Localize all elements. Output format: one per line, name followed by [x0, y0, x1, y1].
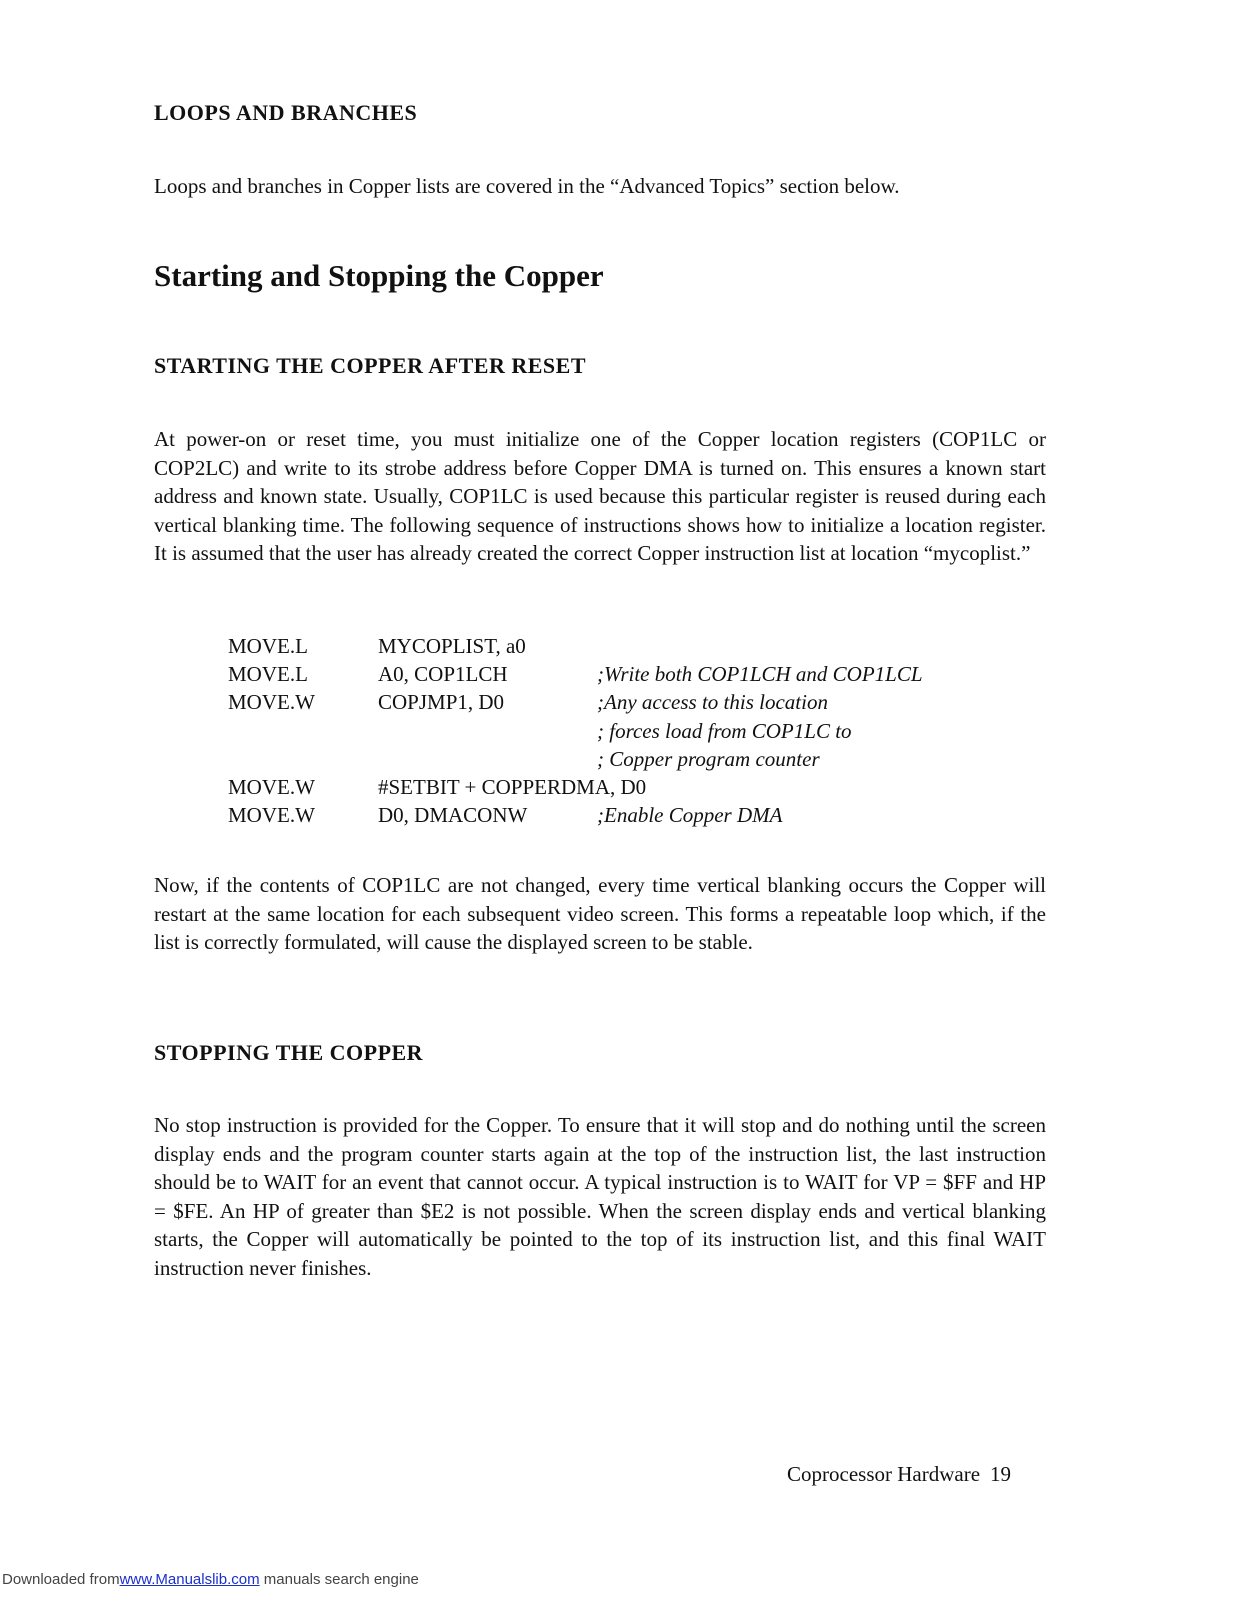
section-title: Starting and Stopping the Copper: [154, 258, 604, 293]
page-footer: [787, 1462, 1011, 1487]
page-number: 19: [990, 1462, 1012, 1486]
code-comment: ;Write both COP1LCH and COP1LCL: [597, 662, 923, 687]
stopping-heading: STOPPING THE COPPER: [154, 1040, 424, 1065]
loops-paragraph: Loops and branches in Copper lists are covered in the “Advanced Topics” section below.: [154, 174, 900, 198]
code-comment: ;Enable Copper DMA: [597, 803, 783, 828]
after-code-paragraph: Now, if the contents of COP1LC are not changed, every time vertical blanking occurs the Copper will restart at the same location for each subsequent video screen. This forms a repeatable loop which, if the list is correctly formulated, will cause the displayed screen to be stable.: [154, 873, 1046, 954]
starting-heading: STARTING THE COPPER AFTER RESET: [154, 353, 587, 378]
code-operand: COPJMP1, D0: [378, 690, 505, 715]
code-comment: ; Copper program counter: [597, 746, 820, 771]
download-prefix: Downloaded from: [2, 1571, 120, 1588]
stopping-paragraph: No stop instruction is provided for the Copper. To ensure that it will stop and do nothing until the screen display ends and the program counter starts again at the top of the instruction list, the last instruction should be to WAIT for an event that cannot occur. A typical instruction is to WAIT for VP = $FF and HP = $FE. An HP of greater than $E2 is not possible. When the screen display ends and vertical blanking starts, the Copper will automatically be pointed to the top of its instruction list, and this final WAIT instruction never finishes.: [154, 1113, 1046, 1280]
download-notice: [2, 1571, 419, 1588]
loops-heading: LOOPS AND BRANCHES: [154, 100, 418, 125]
code-operand: A0, COP1LCH: [378, 662, 508, 687]
code-opcode: MOVE.L: [228, 662, 308, 687]
code-opcode: MOVE.L: [228, 634, 308, 658]
code-operand: D0, DMACONW: [378, 803, 528, 828]
footer-title: Coprocessor Hardware: [787, 1462, 981, 1486]
code-opcode: MOVE.W: [228, 803, 315, 828]
manualslib-link[interactable]: www.Manualslib.com: [119, 1571, 260, 1588]
code-opcode: MOVE.W: [228, 774, 315, 799]
code-operand: #SETBIT + COPPERDMA, D0: [378, 774, 647, 799]
code-opcode: MOVE.W: [228, 690, 315, 715]
code-comment: ; forces load from COP1LC to: [597, 718, 852, 743]
starting-paragraph: At power-on or reset time, you must initialize one of the Copper location registers (COP1LC or COP2LC) and write to its strobe address before Copper DMA is turned on. This ensures a known start address and known state. Usually, COP1LC is used because this particular register is reused during each vertical blanking time. The following sequence of instructions shows how to initialize a location register. It is assumed that the user has already created the correct Copper instruction list at location “mycoplist.”: [154, 427, 1046, 565]
code-operand: MYCOPLIST, a0: [378, 634, 526, 658]
code-comment: ;Any access to this location: [597, 690, 828, 715]
download-suffix: manuals search engine: [259, 1571, 419, 1588]
